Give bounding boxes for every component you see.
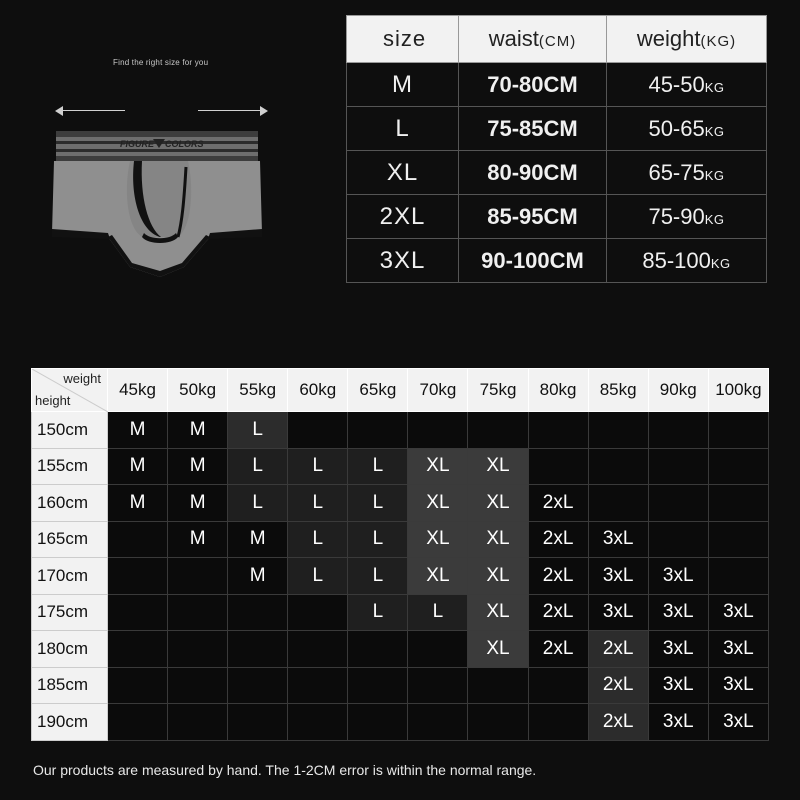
weight-column-header: 80kg bbox=[528, 369, 588, 412]
height-row-header: 150cm bbox=[32, 412, 108, 449]
header-size: size bbox=[347, 16, 459, 63]
size-recommendation-cell: L bbox=[348, 485, 408, 522]
size-recommendation-cell bbox=[228, 704, 288, 741]
size-recommendation-cell: M bbox=[168, 448, 228, 485]
size-recommendation-cell: 3xL bbox=[708, 704, 768, 741]
size-recommendation-cell: 3xL bbox=[588, 558, 648, 595]
size-recommendation-cell bbox=[288, 412, 348, 449]
height-row-header: 155cm bbox=[32, 448, 108, 485]
size-recommendation-cell: 3xL bbox=[648, 704, 708, 741]
size-recommendation-cell bbox=[168, 704, 228, 741]
size-recommendation-cell: 2xL bbox=[588, 704, 648, 741]
header-weight-label: weight bbox=[636, 26, 701, 51]
size-recommendation-cell bbox=[528, 704, 588, 741]
size-recommendation-cell: 3xL bbox=[648, 594, 708, 631]
size-recommendation-cell: 3xL bbox=[648, 558, 708, 595]
size-recommendation-cell bbox=[708, 412, 768, 449]
size-recommendation-cell bbox=[708, 521, 768, 558]
size-recommendation-cell: XL bbox=[468, 521, 528, 558]
size-recommendation-cell: L bbox=[288, 448, 348, 485]
size-cell: XL bbox=[347, 151, 459, 195]
size-recommendation-cell: 2xL bbox=[528, 631, 588, 668]
weight-range: 65-75 bbox=[648, 159, 705, 185]
size-recommendation-cell bbox=[108, 667, 168, 704]
size-chart-header bbox=[347, 16, 767, 63]
header-waist-unit: (CM) bbox=[538, 33, 577, 50]
size-recommendation-cell bbox=[348, 412, 408, 449]
size-recommendation-cell: L bbox=[348, 594, 408, 631]
size-recommendation-cell bbox=[648, 448, 708, 485]
size-chart-row bbox=[347, 239, 767, 283]
weight-cell bbox=[607, 63, 767, 107]
size-recommendation-cell: L bbox=[288, 558, 348, 595]
size-chart-table bbox=[346, 15, 767, 283]
size-recommendation-cell bbox=[468, 667, 528, 704]
size-recommendation-cell bbox=[108, 521, 168, 558]
size-recommendation-cell: 2xL bbox=[528, 594, 588, 631]
size-recommendation-cell bbox=[348, 704, 408, 741]
size-recommendation-cell: M bbox=[168, 485, 228, 522]
matrix-row bbox=[32, 448, 769, 485]
size-recommendation-cell: 2xL bbox=[588, 631, 648, 668]
weight-column-header: 65kg bbox=[348, 369, 408, 412]
weight-column-header: 90kg bbox=[648, 369, 708, 412]
matrix-row bbox=[32, 412, 769, 449]
size-recommendation-cell bbox=[708, 448, 768, 485]
size-recommendation-cell bbox=[108, 594, 168, 631]
size-recommendation-cell bbox=[168, 631, 228, 668]
size-recommendation-cell bbox=[168, 667, 228, 704]
size-recommendation-cell bbox=[588, 412, 648, 449]
weight-range: 50-65 bbox=[648, 115, 705, 141]
weight-unit: KG bbox=[710, 255, 731, 271]
size-recommendation-cell bbox=[168, 558, 228, 595]
matrix-row bbox=[32, 704, 769, 741]
size-recommendation-cell bbox=[288, 631, 348, 668]
matrix-header-row bbox=[32, 369, 769, 412]
size-recommendation-cell: L bbox=[408, 594, 468, 631]
size-recommendation-cell bbox=[168, 594, 228, 631]
matrix-row bbox=[32, 631, 769, 668]
matrix-row bbox=[32, 521, 769, 558]
arrow-left-icon bbox=[55, 105, 125, 117]
weight-column-header: 50kg bbox=[168, 369, 228, 412]
size-recommendation-cell: M bbox=[168, 521, 228, 558]
size-recommendation-cell: XL bbox=[408, 485, 468, 522]
waist-cell: 75-85CM bbox=[459, 107, 607, 151]
matrix-row bbox=[32, 594, 769, 631]
size-recommendation-cell bbox=[228, 594, 288, 631]
size-recommendation-cell: L bbox=[288, 485, 348, 522]
size-recommendation-cell: XL bbox=[408, 558, 468, 595]
size-recommendation-cell: L bbox=[288, 521, 348, 558]
size-recommendation-cell bbox=[108, 558, 168, 595]
waist-cell: 90-100CM bbox=[459, 239, 607, 283]
arrow-right-icon bbox=[198, 105, 268, 117]
weight-column-header: 60kg bbox=[288, 369, 348, 412]
size-recommendation-cell bbox=[288, 704, 348, 741]
size-recommendation-cell: XL bbox=[468, 485, 528, 522]
size-recommendation-cell bbox=[648, 521, 708, 558]
weight-cell bbox=[607, 195, 767, 239]
size-recommendation-cell bbox=[408, 704, 468, 741]
waist-cell: 70-80CM bbox=[459, 63, 607, 107]
size-cell: 2XL bbox=[347, 195, 459, 239]
size-recommendation-cell: 3xL bbox=[708, 667, 768, 704]
height-row-header: 160cm bbox=[32, 485, 108, 522]
size-recommendation-cell bbox=[648, 412, 708, 449]
waist-cell: 85-95CM bbox=[459, 195, 607, 239]
size-recommendation-cell bbox=[288, 667, 348, 704]
product-image bbox=[50, 127, 264, 287]
size-recommendation-cell bbox=[648, 485, 708, 522]
size-recommendation-cell bbox=[408, 412, 468, 449]
size-recommendation-cell: 3xL bbox=[708, 594, 768, 631]
weight-column-header: 85kg bbox=[588, 369, 648, 412]
size-recommendation-cell bbox=[468, 412, 528, 449]
size-recommendation-cell bbox=[588, 448, 648, 485]
size-recommendation-cell bbox=[288, 594, 348, 631]
size-recommendation-cell: 3xL bbox=[648, 667, 708, 704]
height-weight-matrix bbox=[31, 368, 769, 741]
footnote: Our products are measured by hand. The 1-2CM error is within the normal range. bbox=[33, 762, 537, 778]
height-row-header: 170cm bbox=[32, 558, 108, 595]
size-recommendation-cell: L bbox=[228, 412, 288, 449]
height-row-header: 190cm bbox=[32, 704, 108, 741]
size-recommendation-cell: XL bbox=[408, 521, 468, 558]
brand-left: FIGURE bbox=[120, 139, 155, 149]
weight-column-header: 45kg bbox=[108, 369, 168, 412]
height-row-header: 165cm bbox=[32, 521, 108, 558]
weight-column-header: 70kg bbox=[408, 369, 468, 412]
size-chart-row bbox=[347, 195, 767, 239]
size-cell: L bbox=[347, 107, 459, 151]
matrix-corner bbox=[32, 369, 108, 412]
size-recommendation-cell: L bbox=[228, 448, 288, 485]
size-recommendation-cell bbox=[228, 631, 288, 668]
size-recommendation-cell bbox=[348, 667, 408, 704]
matrix-row bbox=[32, 667, 769, 704]
size-recommendation-cell: L bbox=[348, 521, 408, 558]
weight-column-header: 75kg bbox=[468, 369, 528, 412]
size-cell: 3XL bbox=[347, 239, 459, 283]
height-axis-label: height bbox=[35, 393, 71, 408]
waist-cell: 80-90CM bbox=[459, 151, 607, 195]
size-recommendation-cell bbox=[408, 631, 468, 668]
weight-unit: KG bbox=[704, 211, 725, 227]
size-recommendation-cell: 3xL bbox=[588, 594, 648, 631]
size-recommendation-cell: M bbox=[108, 485, 168, 522]
size-recommendation-cell: M bbox=[108, 448, 168, 485]
size-recommendation-cell: M bbox=[228, 558, 288, 595]
header-weight bbox=[607, 16, 767, 63]
matrix-row bbox=[32, 485, 769, 522]
size-recommendation-cell: 2xL bbox=[528, 521, 588, 558]
size-recommendation-cell bbox=[528, 412, 588, 449]
size-recommendation-cell bbox=[408, 667, 468, 704]
size-recommendation-cell bbox=[588, 485, 648, 522]
weight-cell bbox=[607, 239, 767, 283]
height-row-header: 175cm bbox=[32, 594, 108, 631]
size-recommendation-cell: L bbox=[228, 485, 288, 522]
size-chart-row bbox=[347, 151, 767, 195]
weight-cell bbox=[607, 107, 767, 151]
size-recommendation-cell: M bbox=[108, 412, 168, 449]
size-recommendation-cell: 2xL bbox=[588, 667, 648, 704]
weight-range: 75-90 bbox=[648, 203, 705, 229]
size-cell: M bbox=[347, 63, 459, 107]
size-recommendation-cell: 3xL bbox=[708, 631, 768, 668]
header-waist bbox=[459, 16, 607, 63]
size-recommendation-cell: M bbox=[168, 412, 228, 449]
size-recommendation-cell bbox=[348, 631, 408, 668]
size-recommendation-cell: XL bbox=[408, 448, 468, 485]
size-recommendation-cell bbox=[108, 704, 168, 741]
size-recommendation-cell: XL bbox=[468, 631, 528, 668]
weight-unit: KG bbox=[704, 79, 725, 95]
size-recommendation-cell: XL bbox=[468, 594, 528, 631]
tagline: Find the right size for you bbox=[113, 58, 209, 67]
header-waist-label: waist bbox=[488, 26, 539, 51]
weight-unit: KG bbox=[704, 167, 725, 183]
weight-range: 85-100 bbox=[642, 247, 711, 273]
size-chart-row bbox=[347, 63, 767, 107]
weight-range: 45-50 bbox=[648, 71, 705, 97]
size-recommendation-cell: 3xL bbox=[588, 521, 648, 558]
weight-column-header: 100kg bbox=[708, 369, 768, 412]
height-row-header: 180cm bbox=[32, 631, 108, 668]
size-recommendation-cell: XL bbox=[468, 558, 528, 595]
matrix-body bbox=[32, 412, 769, 741]
size-chart-body bbox=[347, 63, 767, 283]
size-recommendation-cell bbox=[708, 558, 768, 595]
size-recommendation-cell bbox=[528, 667, 588, 704]
size-recommendation-cell bbox=[468, 704, 528, 741]
size-recommendation-cell: 2xL bbox=[528, 485, 588, 522]
brand-right: COLORS bbox=[165, 139, 204, 149]
size-recommendation-cell bbox=[708, 485, 768, 522]
weight-unit: KG bbox=[704, 123, 725, 139]
size-recommendation-cell: M bbox=[228, 521, 288, 558]
weight-axis-label: weight bbox=[63, 371, 101, 386]
size-recommendation-cell bbox=[228, 667, 288, 704]
size-recommendation-cell: L bbox=[348, 558, 408, 595]
size-recommendation-cell: XL bbox=[468, 448, 528, 485]
size-recommendation-cell bbox=[108, 631, 168, 668]
matrix-row bbox=[32, 558, 769, 595]
size-recommendation-cell bbox=[528, 448, 588, 485]
size-recommendation-cell: 3xL bbox=[648, 631, 708, 668]
size-chart-row bbox=[347, 107, 767, 151]
header-weight-unit: (KG) bbox=[700, 33, 737, 50]
weight-cell bbox=[607, 151, 767, 195]
weight-column-header: 55kg bbox=[228, 369, 288, 412]
size-recommendation-cell: 2xL bbox=[528, 558, 588, 595]
size-recommendation-cell: L bbox=[348, 448, 408, 485]
height-row-header: 185cm bbox=[32, 667, 108, 704]
